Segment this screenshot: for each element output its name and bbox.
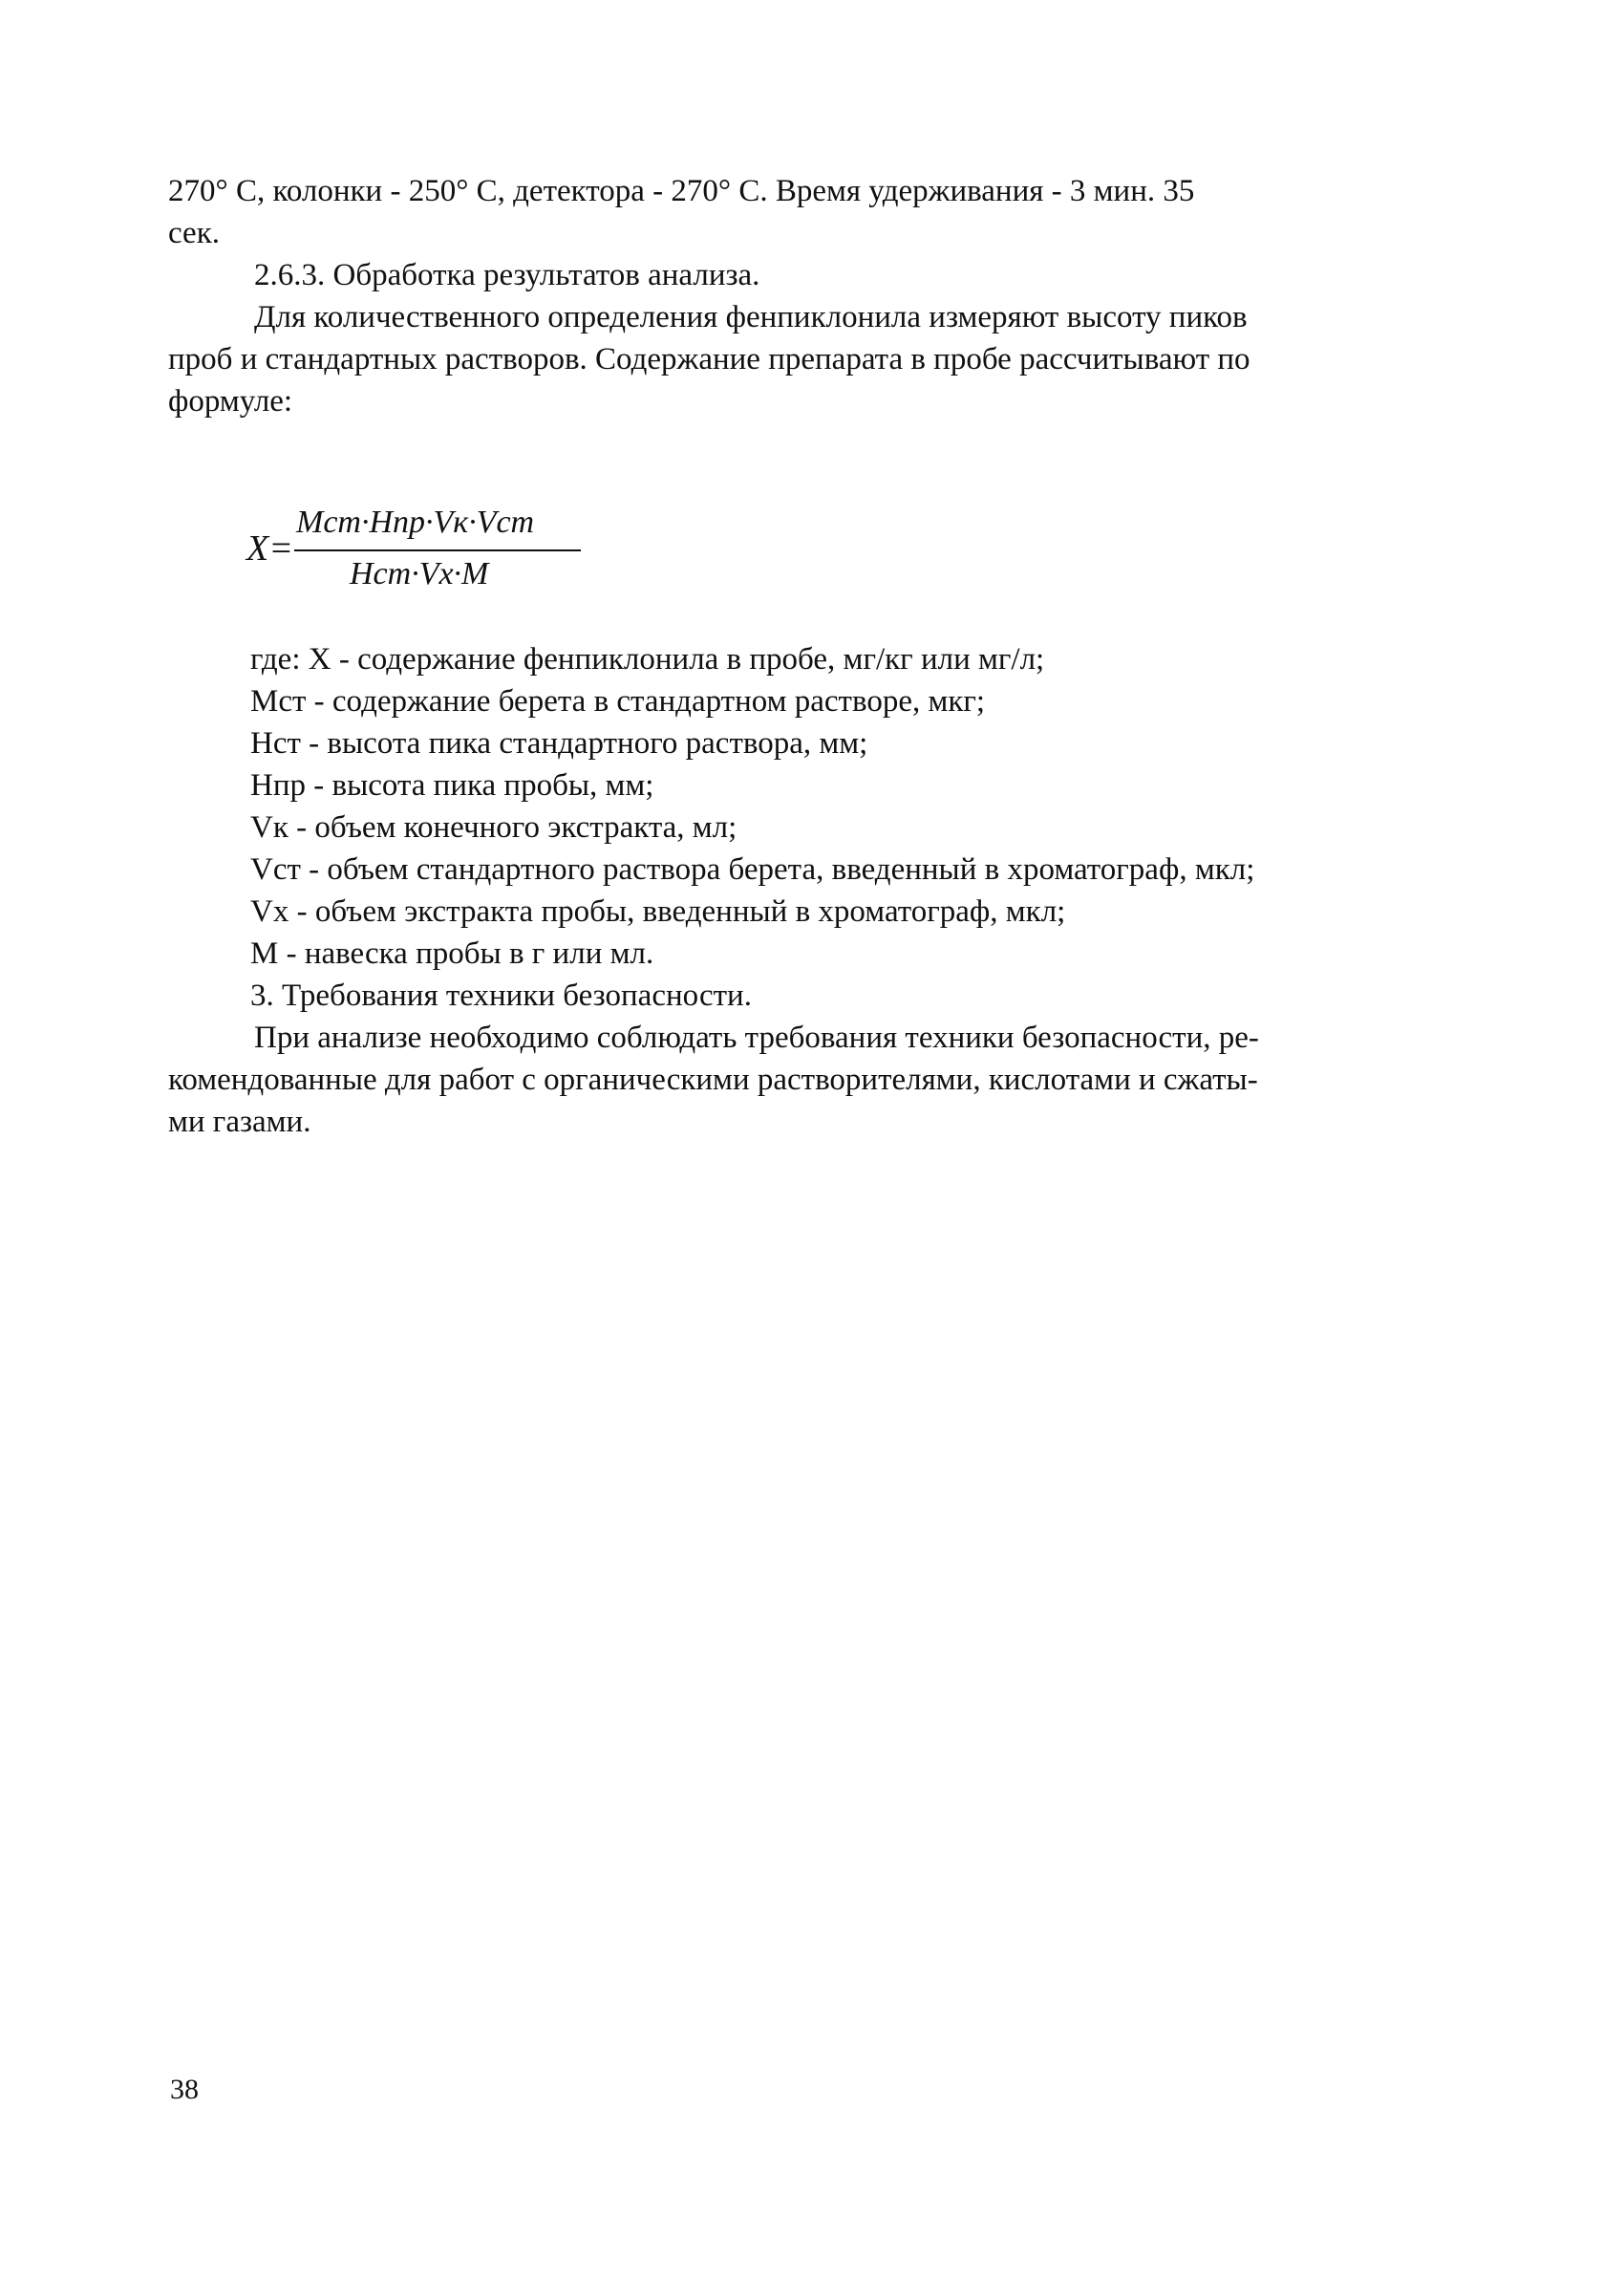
section-heading-safety: 3. Требования техники безопасности. [250, 979, 752, 1013]
paragraph1-line-3: формуле: [168, 384, 293, 419]
formula-fraction-bar [294, 549, 581, 551]
formula-lhs: X= [246, 528, 293, 569]
page-number: 38 [170, 2074, 199, 2105]
paragraph2-line-3: ми газами. [168, 1105, 311, 1139]
definition-item: Vх - объем экстракта пробы, введенный в хроматограф, мкл; [250, 894, 1066, 929]
formula-numerator: Mст·Hпр·Vк·Vст [296, 505, 535, 540]
intro-text [168, 170, 1486, 254]
subsection-heading [168, 254, 1486, 296]
definition-item: где: Х - содержание фенпиклонила в пробе, мг/кг или мг/л; [250, 642, 1045, 677]
intro-line-2: сек. [168, 216, 220, 250]
paragraph1-line-2: проб и стандартных растворов. Содержание препарата в пробе рассчитывают по [168, 342, 1250, 376]
formula-denominator: Hст·Vх·M [350, 556, 489, 592]
intro-line-1: 270° С, колонки - 250° С, детектора - 270° С. Время удерживания - 3 мин. 35 [168, 174, 1195, 208]
definition-item: Мст - содержание берета в стандартном растворе, мкг; [250, 684, 986, 719]
definition-item: М - навеска пробы в г или мл. [250, 936, 654, 971]
paragraph2-line-1: При анализе необходимо соблюдать требования техники безопасности, ре- [254, 1021, 1259, 1055]
paragraph1-line-1: Для количественного определения фенпиклонила измеряют высоту пиков [254, 300, 1248, 334]
subsection-title: 2.6.3. Обработка результатов анализа. [254, 258, 760, 292]
formula [246, 505, 590, 600]
definitions-list [168, 638, 1492, 1143]
paragraph2-line-2: комендованные для работ с органическими растворителями, кислотами и сжаты- [168, 1063, 1258, 1097]
definition-item: Нпр - высота пика пробы, мм; [250, 768, 654, 803]
paragraph-calculation [168, 296, 1486, 422]
definition-item: Нст - высота пика стандартного раствора, мм; [250, 726, 868, 761]
definition-item: Vк - объем конечного экстракта, мл; [250, 810, 737, 845]
definition-item: Vст - объем стандартного раствора берета, введенный в хроматограф, мкл; [250, 852, 1255, 887]
